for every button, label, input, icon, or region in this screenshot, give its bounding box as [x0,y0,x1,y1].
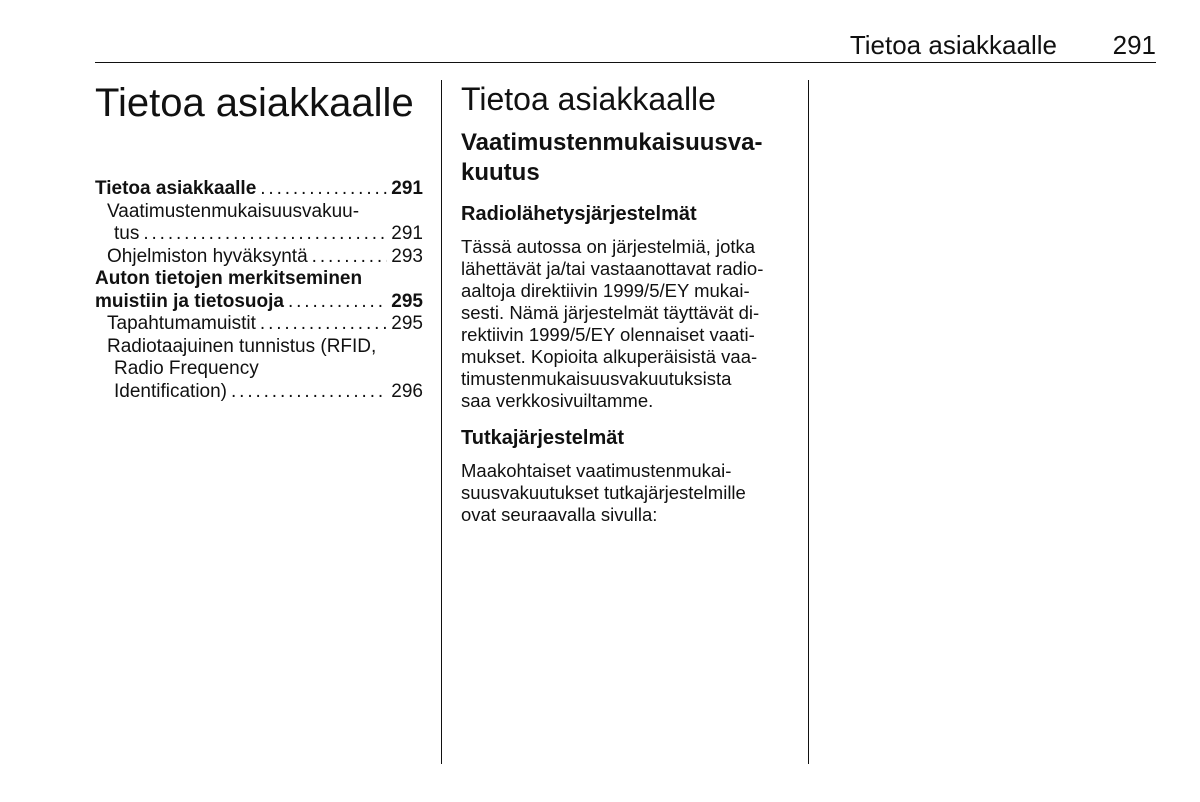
toc-entry[interactable] [95,268,423,313]
column-divider-right [808,80,809,764]
toc-entry-label: Vaatimustenmukaisuusvakuu- [107,200,360,222]
toc-entry-page: 293 [391,245,423,267]
toc-entry[interactable] [95,201,423,246]
radio-heading: Radiolähetysjärjestelmät [461,203,697,225]
paragraph-line: lähettävät ja/tai vastaanottavat radio- [461,258,764,279]
subsection-title-line: kuutus [461,159,540,186]
radio-paragraph [461,236,791,412]
paragraph-line: aaltoja direktiivin 1999/5/EY mukai- [461,280,750,301]
paragraph-line: timustenmukaisuusvakuutuksista [461,368,732,389]
toc-entry-line [95,291,423,314]
toc-leader-dots [231,381,387,404]
header-title: Tietoa asiakkaalle [849,30,1057,60]
toc-entry[interactable] [95,313,423,336]
toc-entry-label: Radiotaajuinen tunnistus (RFID, [107,335,377,357]
toc-entry-line [95,223,423,246]
toc-entry-label: tus [114,223,140,244]
toc-entry-page: 295 [391,290,423,312]
page-number: 291 [1112,30,1156,60]
toc-entry-label: Tietoa asiakkaalle [95,178,257,199]
toc-entry-label: muistiin ja tietosuoja [95,290,284,312]
toc-entry-label: Identification) [114,380,228,402]
section-title: Tietoa asiakkaalle [461,81,716,117]
toc-entry-label: Radio Frequency [114,358,259,379]
paragraph-line: ovat seuraavalla sivulla: [461,504,658,525]
paragraph-line: mukset. Kopioita alkuperäisistä vaa- [461,346,758,367]
toc-leader-dots [143,223,387,246]
column-divider-left [441,80,442,764]
toc-entry-page: 296 [391,380,423,402]
toc-entry[interactable] [95,246,423,269]
chapter-title: Tietoa asiakkaalle [95,81,414,125]
toc-entry[interactable] [95,336,423,404]
toc-leader-dots [260,313,387,336]
radar-paragraph [461,460,791,526]
toc-entry-page: 291 [391,223,423,244]
paragraph-line: Tässä autossa on järjestelmiä, jotka [461,236,756,257]
paragraph-line: saa verkkosivuiltamme. [461,390,654,411]
toc-entry-label: Tapahtumamuistit [107,313,256,334]
table-of-contents [95,178,423,403]
subsection-title [461,128,791,188]
paragraph-line: Maakohtaiset vaatimustenmukai- [461,460,732,481]
content-column [461,80,791,540]
header-rule [95,62,1156,63]
paragraph-line: suusvakuutukset tutkajärjestelmille [461,482,746,503]
paragraph-line: sesti. Nämä järjestelmät täyttävät di- [461,302,760,323]
toc-entry-line [95,381,423,404]
toc-entry-page: 291 [391,178,423,199]
toc-leader-dots [288,291,387,314]
toc-entry-label: Auton tietojen merkitseminen [95,268,363,289]
toc-leader-dots [312,246,388,269]
toc-entry[interactable] [95,178,423,201]
toc-entry-page: 295 [391,313,423,334]
subsection-title-line: Vaatimustenmukaisuusva- [461,129,763,156]
paragraph-line: rektiivin 1999/5/EY olennaiset vaati- [461,324,755,345]
radar-heading: Tutkajärjestelmät [461,427,625,449]
toc-entry-label: Ohjelmiston hyväksyntä [107,245,308,267]
toc-leader-dots [260,178,387,201]
